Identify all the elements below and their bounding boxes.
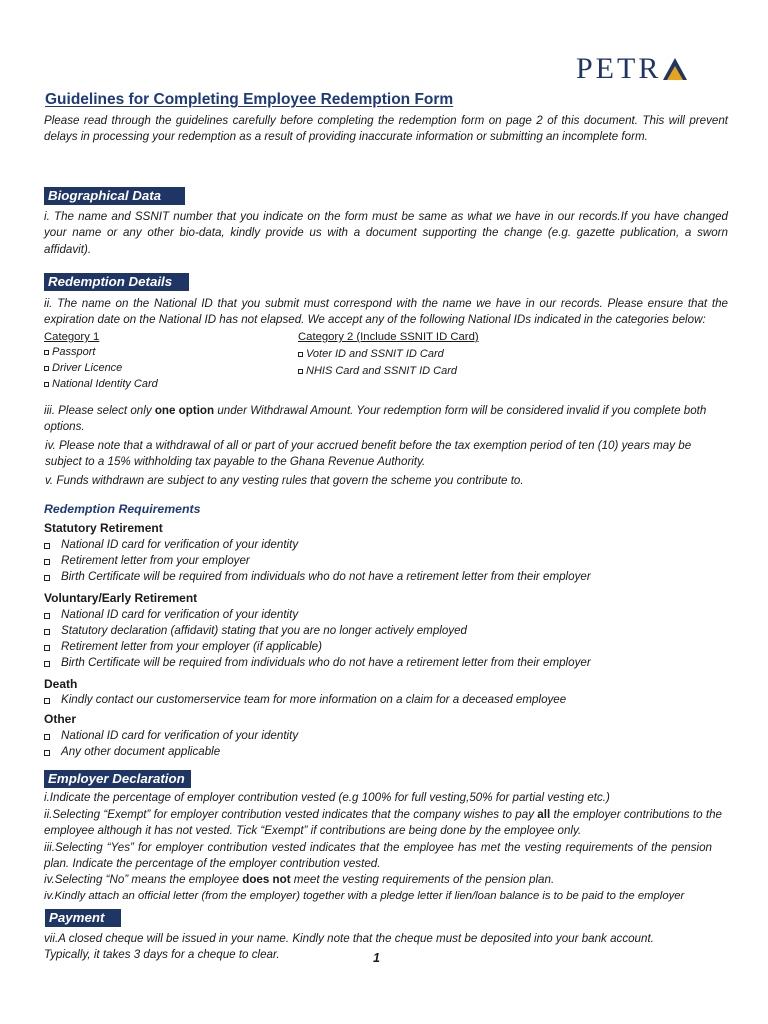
employer-line-iv-b: iv.Kindly attach an official letter (from the employer) together with a pledge letter if lien/loan balance is to be paid to the employer [44,890,685,902]
section-heading-employer: Employer Declaration [44,770,191,788]
checkbox-icon [44,734,50,740]
requirement-group-title: Voluntary/Early Retirement [44,591,198,605]
checkbox-icon [44,366,49,371]
logo-triangle-icon [662,57,688,81]
checkbox-icon [44,543,50,549]
requirement-item: Birth Certificate will be required from individuals who do not have a retirement letter from their employer [44,656,591,669]
category-2-heading: Category 2 (Include SSNIT ID Card) [298,331,479,343]
section-heading-payment: Payment [45,909,121,927]
petra-logo [576,52,688,86]
checkbox-icon [44,382,49,387]
section-heading-redemption: Redemption Details [44,273,189,291]
requirement-item: National ID card for verification of your identity [44,729,298,742]
requirement-group-title: Other [44,712,77,726]
requirement-item: National ID card for verification of your identity [44,538,298,551]
requirement-item: Any other document applicable [44,745,220,758]
section-heading-biographical: Biographical Data [44,187,185,205]
note-iv: iv. Please note that a withdrawal of all or part of your accrued benefit before the tax exemption period of ten (10) years may be subject to a 15% withholding tax payable to the Ghana Revenue Authority. [45,439,692,469]
note-iii: iii. Please select only one option under Withdrawal Amount. Your redemption form will be considered invalid if you complete both options. [44,404,707,434]
page-title: Guidelines for Completing Employee Redemption Form [45,91,454,108]
biographical-text: i. The name and SSNIT number that you indicate on the form must be same as what we have in our records.If you have changed your name or any other bio-data, kindly provide us with a document supporting the change (e.g. gazette publication, a sworn affidavit). [44,210,728,256]
checkbox-icon [44,350,49,355]
requirement-item: Kindly contact our customerservice team for more information on a claim for a deceased employee [44,693,566,706]
employer-line-iv-a: iv.Selecting “No” means the employee does not meet the vesting requirements of the pension plan. [44,873,555,886]
requirement-item: Statutory declaration (affidavit) stating that you are no longer actively employed [44,624,467,637]
employer-line-ii: ii.Selecting “Exempt” for employer contribution vested indicates that the company wishes to pay all the employer contributions to the employee although it has not vested. Tick “Exempt” if contributions are being done by the employee only. [44,808,722,838]
requirements-heading: Redemption Requirements [44,502,201,516]
checkbox-icon [44,613,50,619]
page-number: 1 [373,951,380,965]
category-2-item: Voter ID and SSNIT ID Card [298,348,444,360]
payment-line-1: vii.A closed cheque will be issued in your name. Kindly note that the cheque must be deposited into your bank account. [44,932,654,945]
intro-paragraph: Please read through the guidelines carefully before completing the redemption form on page 2 of this document. This will prevent delays in processing your redemption as a result of providing inaccurate information or submitting an incomplete form. [44,114,728,144]
note-v: v. Funds withdrawn are subject to any vesting rules that govern the scheme you contribute to. [45,474,524,487]
requirement-item: Retirement letter from your employer [44,554,250,567]
employer-line-iii: iii.Selecting “Yes” for employer contribution vested indicates that the employee has met the vesting requirements of the pension plan. Indicate the percentage of the employer contribution vested. [44,841,712,871]
requirement-group-title: Statutory Retirement [44,521,163,535]
checkbox-icon [44,575,50,581]
payment-line-2: Typically, it takes 3 days for a cheque to clear. [44,948,280,961]
requirement-item: National ID card for verification of your identity [44,608,298,621]
category-1-item: Passport [44,346,95,358]
requirement-item: Birth Certificate will be required from individuals who do not have a retirement letter from their employer [44,570,591,583]
requirement-group-title: Death [44,677,78,691]
category-2-item: NHIS Card and SSNIT ID Card [298,365,457,377]
checkbox-icon [44,645,50,651]
checkbox-icon [298,369,303,374]
checkbox-icon [44,698,50,704]
category-1-item: National Identity Card [44,378,158,390]
checkbox-icon [44,629,50,635]
category-1-item: Driver Licence [44,362,122,374]
checkbox-icon [44,750,50,756]
checkbox-icon [298,352,303,357]
requirement-item: Retirement letter from your employer (if applicable) [44,640,322,653]
checkbox-icon [44,661,50,667]
employer-line-i: i.Indicate the percentage of employer contribution vested (e.g 100% for full vesting,50% for partial vesting etc.) [44,791,610,804]
redemption-text: ii. The name on the National ID that you submit must correspond with the name we have in our records. Please ensure that the expiration date on the National ID has not elapsed. We accept any of the following National IDs indicated in the categories below: [44,297,728,327]
category-1-heading: Category 1 [44,331,100,343]
logo-text: PETR [576,52,662,85]
checkbox-icon [44,559,50,565]
